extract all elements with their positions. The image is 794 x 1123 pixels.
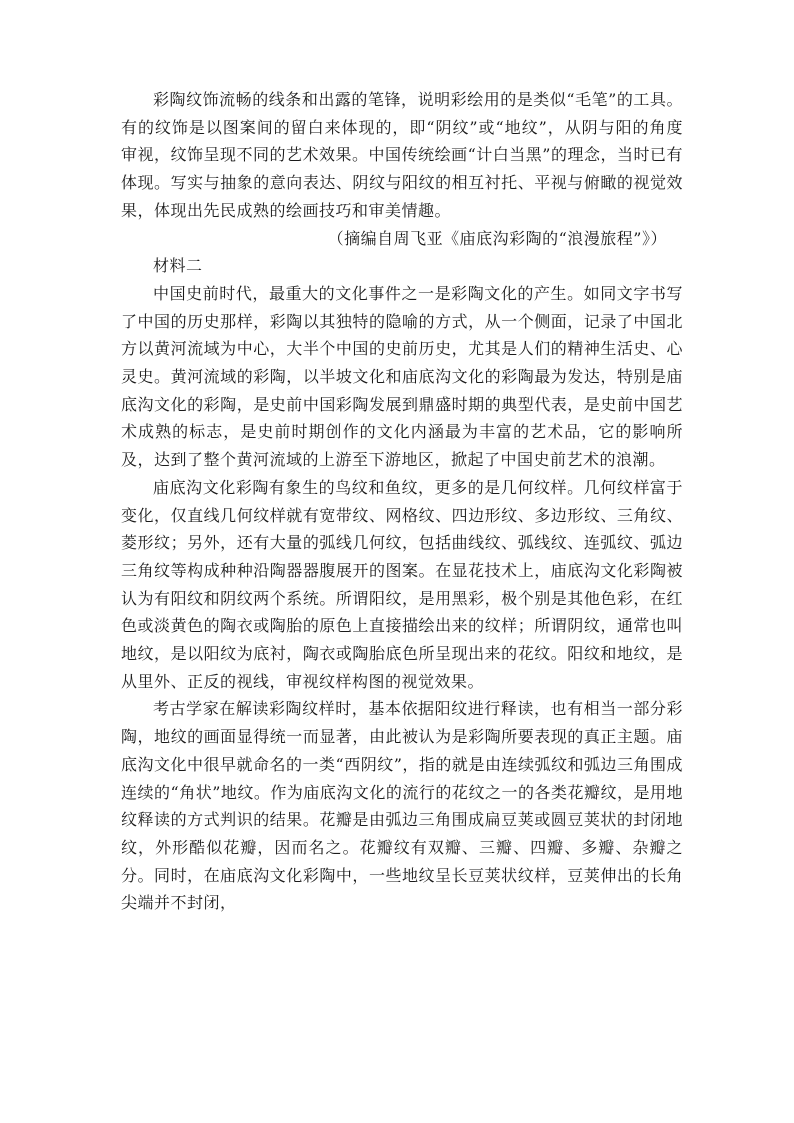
- material2-heading: 材料二: [153, 256, 203, 276]
- material2-paragraph-1: 中国史前时代，最重大的文化事件之一是彩陶文化的产生。如同文字书写了中国的历史那样，彩陶以其独特的隐喻的方式，从一个侧面，记录了中国北方以黄河流域为中心，大半个中国的史前历史，尤其是人们的精神生活史、心灵史。黄河流域的彩陶，以半坡文化和庙底沟文化的彩陶最为发达，特别是庙底沟文化的彩陶，是史前中国彩陶发展到鼎盛时期的典型代表，是史前中国艺术成熟的标志，是史前时期创作的文化内涵最为丰富的艺术品，它的影响所及，达到了整个黄河流域的上游至下游地区，掀起了中国史前艺术的浪潮。: [121, 283, 683, 470]
- material1-citation: （摘编自周飞亚《庙底沟彩陶的“浪漫旅程”》）: [327, 228, 667, 248]
- document-body: [121, 86, 683, 917]
- material1-paragraph: 彩陶纹饰流畅的线条和出露的笔锋，说明彩绘用的是类似“毛笔”的工具。有的纹饰是以图案间的留白来体现的，即“阴纹”或“地纹”，从阴与阳的角度审视，纹饰呈现不同的艺术效果。中国传统绘画“计白当黑”的理念，当时已有体现。写实与抽象的意向表达、阴纹与阳纹的相互衬托、平视与俯瞰的视觉效果，体现出先民成熟的绘画技巧和审美情趣。: [121, 90, 683, 220]
- material2-paragraph-2: 庙底沟文化彩陶有象生的鸟纹和鱼纹，更多的是几何纹样。几何纹样富于变化，仅直线几何纹样就有宽带纹、网格纹、四边形纹、多边形纹、三角纹、菱形纹；另外，还有大量的弧线几何纹，包括曲线纹、弧线纹、连弧纹、弧边三角纹等构成种种沿陶器器腹展开的图案。在显花技术上，庙底沟文化彩陶被认为有阳纹和阴纹两个系统。所谓阳纹，是用黑彩，极个别是其他色彩，在红色或淡黄色的陶衣或陶胎的原色上直接描绘出来的纹样；所谓阴纹，通常也叫地纹，是以阳纹为底衬，陶衣或陶胎底色所呈现出来的花纹。阳纹和地纹，是从里外、正反的视线，审视纹样构图的视觉效果。: [121, 477, 683, 691]
- material2-paragraph-3: 考古学家在解读彩陶纹样时，基本依据阳纹进行释读，也有相当一部分彩陶，地纹的画面显得统一而显著，由此被认为是彩陶所要表现的真正主题。庙底沟文化中很早就命名的一类“西阴纹”，指的就是由连续弧纹和弧边三角围成连续的“角状”地纹。作为庙底沟文化的流行的花纹之一的各类花瓣纹，是用地纹释读的方式判识的结果。花瓣是由弧边三角围成扁豆荚或圆豆荚状的封闭地纹，外形酷似花瓣，因而名之。花瓣纹有双瓣、三瓣、四瓣、多瓣、杂瓣之分。同时，在庙底沟文化彩陶中，一些地纹呈长豆荚状纹样，豆荚伸出的长角尖端并不封闭，: [121, 699, 683, 913]
